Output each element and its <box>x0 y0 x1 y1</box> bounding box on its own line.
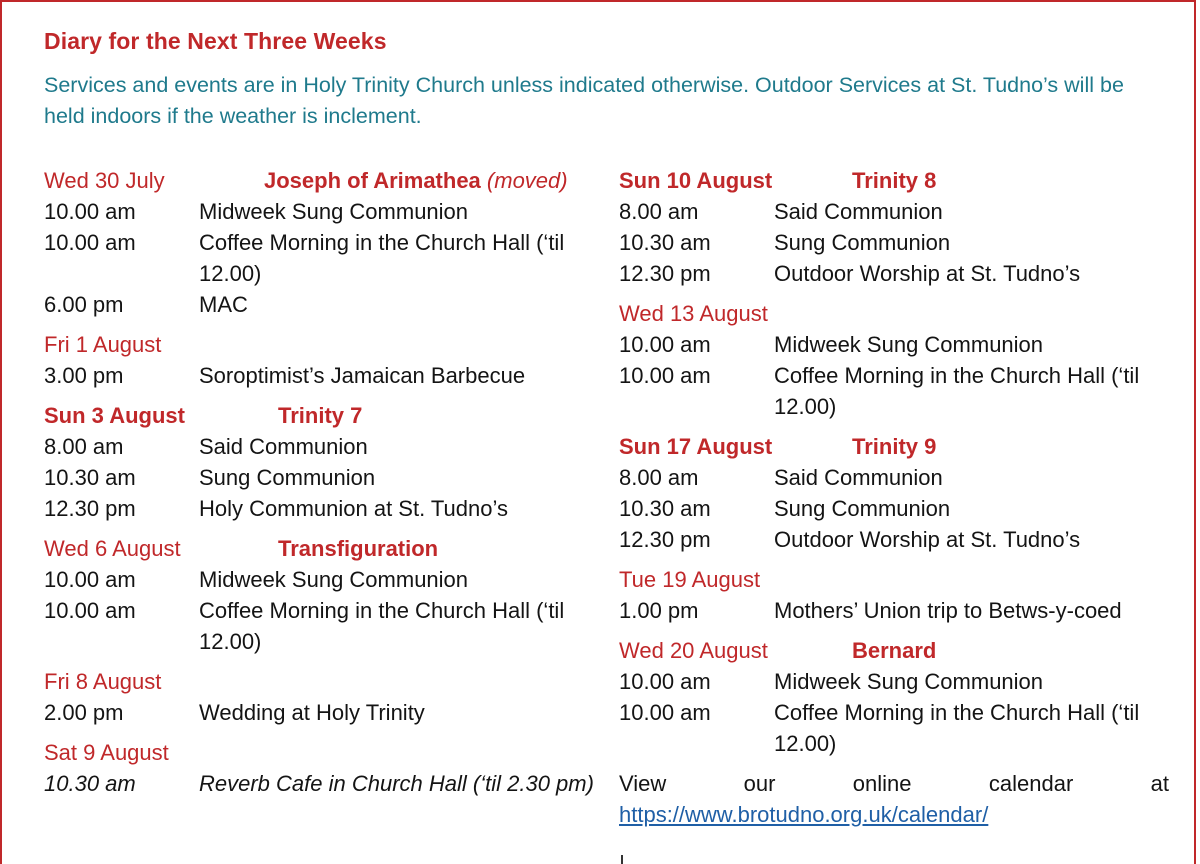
footer-text: View our online calendar at <box>619 771 1169 796</box>
day-block <box>619 298 1179 422</box>
day-heading <box>44 533 604 564</box>
event-description: Wedding at Holy Trinity <box>199 700 425 725</box>
event-time: 10.00 am <box>44 598 136 623</box>
event-description: Holy Communion at St. Tudno’s <box>199 496 508 521</box>
day-heading <box>619 431 1179 462</box>
event-description: Outdoor Worship at St. Tudno’s <box>774 261 1081 286</box>
event-time: 12.30 pm <box>619 261 711 286</box>
feast-name <box>852 635 936 666</box>
day-date: Wed 20 August <box>619 638 768 663</box>
event-time: 8.00 am <box>619 199 699 224</box>
event-description: Outdoor Worship at St. Tudno’s <box>774 527 1081 552</box>
day-heading <box>44 666 604 697</box>
feast-name <box>264 165 568 196</box>
event-time: 10.00 am <box>44 567 136 592</box>
left-column <box>44 165 604 808</box>
event-description: Sung Communion <box>774 230 951 255</box>
day-block <box>619 431 1179 555</box>
event-description: Soroptimist’s Jamaican Barbecue <box>199 363 526 388</box>
event-description: Reverb Cafe in Church Hall (‘til 2.30 pm) <box>199 771 594 796</box>
feast-label: Trinity 7 <box>278 403 363 428</box>
feast-name <box>852 431 936 462</box>
event-time: 10.00 am <box>619 669 711 694</box>
event-description: Said Communion <box>199 434 368 459</box>
day-date: Sun 3 August <box>44 403 185 428</box>
day-date: Tue 19 August <box>619 567 761 592</box>
day-date: Fri 8 August <box>44 669 162 694</box>
event-description: MAC <box>199 292 248 317</box>
event-description: Midweek Sung Communion <box>774 332 1044 357</box>
event-row <box>44 462 604 493</box>
event-row <box>44 289 604 320</box>
day-date: Sun 10 August <box>619 168 773 193</box>
day-block <box>44 329 604 391</box>
event-row <box>44 697 604 728</box>
event-row <box>619 493 1179 524</box>
intro-text: Services and events are in Holy Trinity Church unless indicated otherwise. Outdoor Services at St. Tudno’s will be held indoors if the weather is inclement. <box>44 73 1124 128</box>
event-row <box>44 493 604 524</box>
event-description: Coffee Morning in the Church Hall (‘til 12.00) <box>774 700 1140 756</box>
event-description: Said Communion <box>774 199 943 224</box>
day-heading <box>619 165 1179 196</box>
event-row <box>44 196 604 227</box>
event-row <box>619 462 1179 493</box>
right-days <box>619 165 1179 759</box>
day-heading <box>44 737 604 768</box>
day-block <box>619 635 1179 759</box>
event-row <box>44 431 604 462</box>
day-date: Sun 17 August <box>619 434 773 459</box>
event-time: 12.30 pm <box>619 527 711 552</box>
day-heading <box>619 298 1179 329</box>
event-time: 8.00 am <box>44 434 124 459</box>
day-block <box>44 165 604 320</box>
event-row <box>619 666 1179 697</box>
event-description: Sung Communion <box>774 496 951 521</box>
event-description: Midweek Sung Communion <box>774 669 1044 694</box>
day-date: Wed 13 August <box>619 301 768 326</box>
event-time: 10.30 am <box>44 771 136 796</box>
event-time: 10.00 am <box>44 230 136 255</box>
event-time: 10.30 am <box>619 496 711 521</box>
event-row <box>619 329 1179 360</box>
event-description: Midweek Sung Communion <box>199 567 469 592</box>
event-time: 10.00 am <box>619 332 711 357</box>
feast-label: Bernard <box>852 638 937 663</box>
day-heading <box>44 329 604 360</box>
calendar-link[interactable]: https://www.brotudno.org.uk/calendar/ <box>619 802 989 827</box>
day-date: Wed 30 July <box>44 168 165 193</box>
event-row <box>619 595 1179 626</box>
day-date: Wed 6 August <box>44 536 181 561</box>
day-heading <box>619 635 1179 666</box>
calendar-footer <box>619 768 1169 830</box>
event-row <box>44 564 604 595</box>
event-row <box>619 697 1179 759</box>
event-description: Coffee Morning in the Church Hall (‘til 12.00) <box>774 363 1140 419</box>
day-heading <box>44 165 604 196</box>
event-time: 2.00 pm <box>44 700 124 725</box>
day-block <box>44 400 604 524</box>
feast-label: Joseph of Arimathea <box>264 168 481 193</box>
feast-name <box>278 533 438 564</box>
event-time: 12.30 pm <box>44 496 136 521</box>
feast-label: Trinity 8 <box>852 168 937 193</box>
event-row <box>44 360 604 391</box>
event-time: 8.00 am <box>619 465 699 490</box>
right-column <box>619 165 1179 830</box>
event-time: 10.00 am <box>619 363 711 388</box>
day-block <box>44 533 604 657</box>
page-title: Diary for the Next Three Weeks <box>44 28 387 54</box>
event-time: 10.30 am <box>44 465 136 490</box>
event-time: 6.00 pm <box>44 292 124 317</box>
event-row <box>619 524 1179 555</box>
event-row <box>619 196 1179 227</box>
day-date: Sat 9 August <box>44 740 169 765</box>
event-description: Coffee Morning in the Church Hall (‘til 12.00) <box>199 598 565 654</box>
day-block <box>44 666 604 728</box>
event-row <box>619 360 1179 422</box>
day-date: Fri 1 August <box>44 332 162 357</box>
day-heading <box>44 400 604 431</box>
event-description: Mothers’ Union trip to Betws-y-coed <box>774 598 1122 623</box>
feast-name <box>278 400 362 431</box>
event-row <box>619 258 1179 289</box>
feast-label: Transfiguration <box>278 536 439 561</box>
event-row <box>44 768 604 799</box>
event-time: 1.00 pm <box>619 598 699 623</box>
feast-label: Trinity 9 <box>852 434 937 459</box>
event-row <box>44 227 604 289</box>
event-time: 10.00 am <box>44 199 136 224</box>
event-description: Midweek Sung Communion <box>199 199 469 224</box>
day-heading <box>619 564 1179 595</box>
event-description: Sung Communion <box>199 465 376 490</box>
event-row <box>619 227 1179 258</box>
event-time: 3.00 pm <box>44 363 124 388</box>
feast-note: (moved) <box>486 168 568 193</box>
event-description: Said Communion <box>774 465 943 490</box>
event-row <box>44 595 604 657</box>
feast-name <box>852 165 936 196</box>
day-block <box>619 564 1179 626</box>
event-time: 10.00 am <box>619 700 711 725</box>
page-tick-mark <box>621 855 623 864</box>
day-block <box>44 737 604 799</box>
day-block <box>619 165 1179 289</box>
event-time: 10.30 am <box>619 230 711 255</box>
event-description: Coffee Morning in the Church Hall (‘til 12.00) <box>199 230 565 286</box>
